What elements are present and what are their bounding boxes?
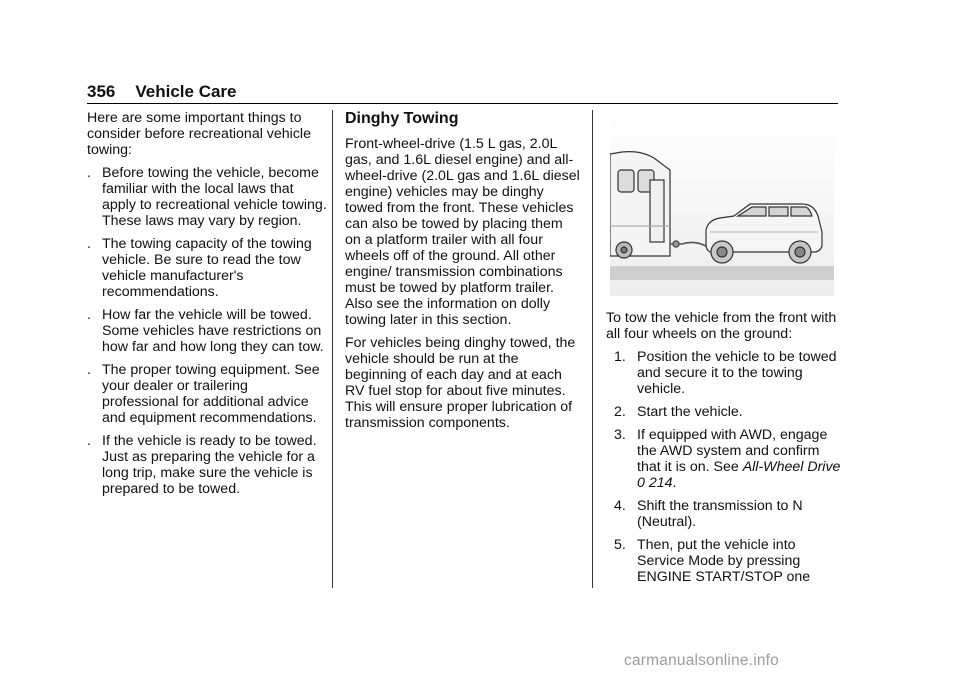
step-text: Shift the transmission to N (Neutral). — [637, 498, 803, 530]
list-item — [87, 362, 327, 426]
column-3 — [606, 310, 846, 592]
list-item — [606, 537, 846, 585]
all-wheel-drive-link[interactable]: All-Wheel Drive — [742, 459, 841, 475]
step-end: . — [672, 475, 677, 491]
list-item-text: How far the vehicle will be towed. Some vehicles have restrictions on how far and how long they can tow. — [102, 307, 324, 355]
step-number: 4. — [614, 498, 626, 514]
dinghy-paragraph-2: For vehicles being dinghy towed, the vehicle should be run at the beginning of each day and at each RV fuel stop for about five minutes. This will ensure proper lubrication of transmission components. — [345, 335, 576, 431]
rv-vehicle — [610, 152, 670, 258]
column-1 — [87, 110, 327, 504]
header-rule — [87, 103, 838, 104]
page-number: 356 — [87, 82, 116, 101]
list-item — [606, 427, 846, 491]
page-header — [87, 82, 237, 102]
step-number: 5. — [614, 537, 626, 553]
page-reference: 0 214 — [637, 475, 673, 491]
list-item-text: If the vehicle is ready to be towed. Just as preparing the vehicle for a long trip, make sure the vehicle is prepared to be towed. — [102, 433, 317, 497]
dinghy-paragraph-1: Front-wheel-drive (1.5 L gas, 2.0L gas, and 1.6L diesel engine) and all-wheel-drive (2.0L gas and 1.6L diesel engine) vehicles may be dinghy towed from the front. These vehicles can also be towed by placing them on a platform trailer with all four wheels off of the ground. All other engine/ transmission combinations must be towed by platform trailer. Also see the information on dolly towing later in this section. — [345, 136, 580, 328]
step-number: 3. — [614, 427, 626, 443]
tow-steps-list — [606, 349, 846, 585]
list-item — [606, 498, 846, 530]
list-item-text: The towing capacity of the towing vehicle. Be sure to read the tow vehicle manufacturer's recommendations. — [102, 236, 312, 300]
list-item — [606, 349, 846, 397]
bullet-marker: . — [87, 362, 91, 378]
list-item — [87, 433, 327, 497]
list-item — [87, 165, 327, 229]
step-number: 1. — [614, 349, 626, 365]
list-item-text: The proper towing equipment. See your dealer or trailering professional for additional advice and equipment recommendations. — [102, 362, 320, 426]
dinghy-towing-illustration — [610, 116, 834, 296]
column-divider-1 — [332, 110, 333, 588]
step-text: If equipped with AWD, engage the AWD system and confirm that it is on. See — [637, 427, 828, 475]
column-divider-2 — [592, 110, 593, 588]
list-item — [87, 307, 327, 355]
list-item — [87, 236, 327, 300]
step-text: Start the vehicle. — [637, 404, 743, 420]
road — [610, 266, 834, 280]
list-item-text: Before towing the vehicle, become familiar with the local laws that apply to recreational vehicle towing. These laws may vary by region. — [102, 165, 327, 229]
step-text: Position the vehicle to be towed and secure it to the towing vehicle. — [637, 349, 837, 397]
dinghy-towing-heading: Dinghy Towing — [345, 110, 459, 127]
intro-text: Here are some important things to consider before recreational vehicle towing: — [87, 110, 311, 158]
considerations-list — [87, 165, 327, 497]
step-text: Then, put the vehicle into Service Mode by pressing ENGINE START/STOP one — [637, 537, 811, 585]
step-number: 2. — [614, 404, 626, 420]
section-title-header: Vehicle Care — [135, 82, 237, 101]
watermark: carmanualsonline.info — [624, 652, 779, 669]
bullet-marker: . — [87, 165, 91, 181]
bullet-marker: . — [87, 307, 91, 323]
column-2 — [345, 110, 580, 438]
tow-instructions-intro: To tow the vehicle from the front with all four wheels on the ground: — [606, 310, 837, 342]
list-item — [606, 404, 846, 420]
bullet-marker: . — [87, 236, 91, 252]
bullet-marker: . — [87, 433, 91, 449]
